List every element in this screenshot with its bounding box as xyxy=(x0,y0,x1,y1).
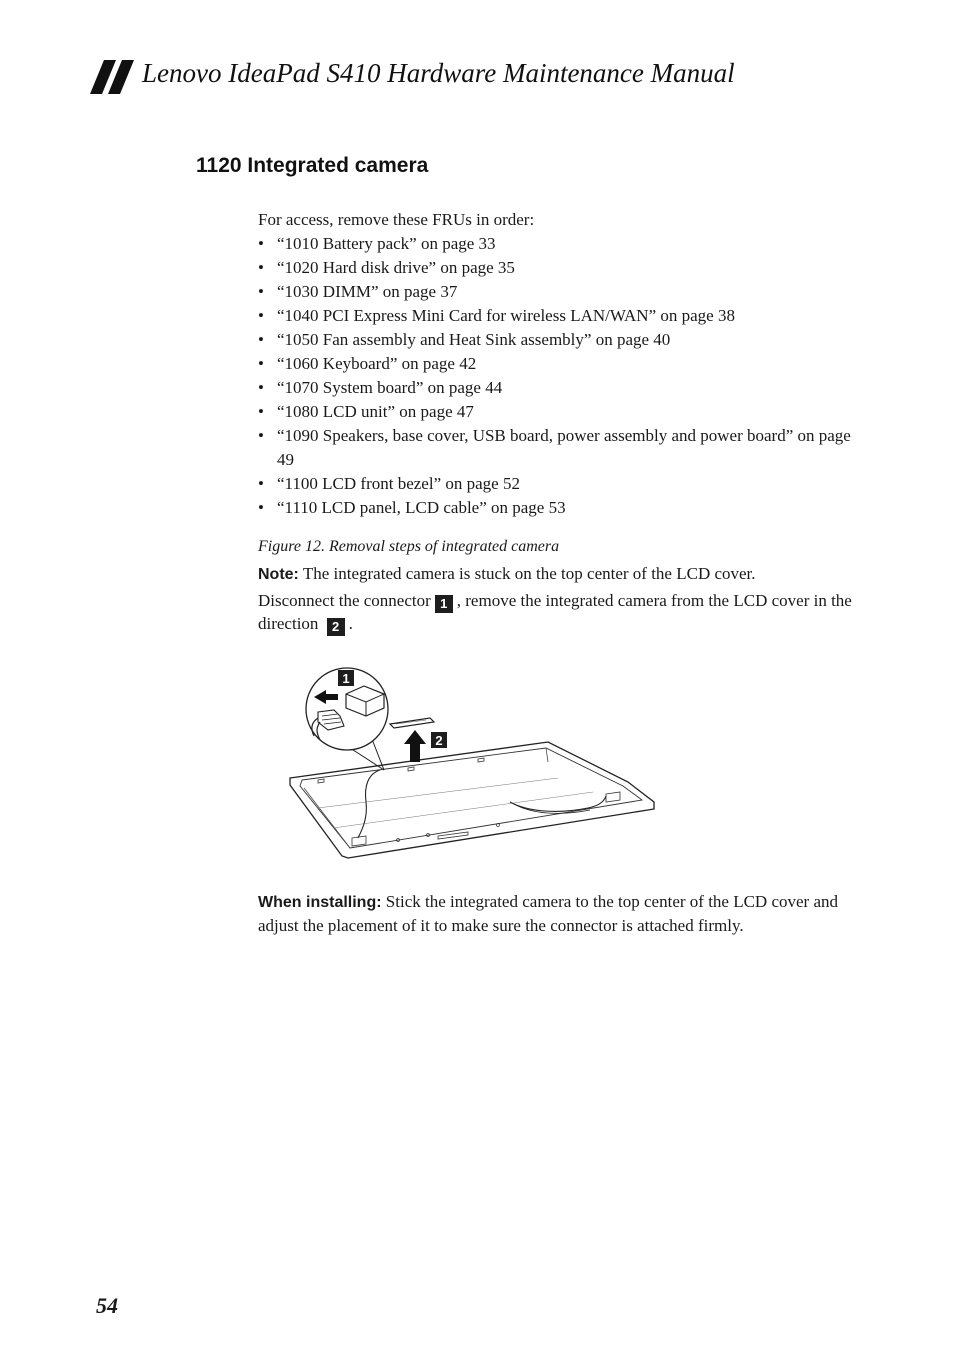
callout-2-badge: 2 xyxy=(327,618,345,636)
section-title: 1120 Integrated camera xyxy=(196,154,429,177)
diagram-callout-1: 1 xyxy=(342,671,350,686)
list-item: • “1100 LCD front bezel” on page 52 xyxy=(258,472,858,496)
camera-module xyxy=(390,718,434,728)
figure-caption: Figure 12. Removal steps of integrated camera xyxy=(258,538,560,555)
removal-instruction xyxy=(258,590,858,636)
double-slash-icon xyxy=(90,60,136,94)
page-number: 54 xyxy=(96,1293,118,1318)
access-intro: For access, remove these FRUs in order: xyxy=(258,210,535,229)
list-item: • “1110 LCD panel, LCD cable” on page 53 xyxy=(258,496,858,520)
list-item: • “1060 Keyboard” on page 42 xyxy=(258,352,858,376)
installing-text: Stick the integrated camera to the top center of the LCD cover and adjust the placement of it to make sure the connector is attached firmly. xyxy=(258,892,839,935)
instruction-part1: Disconnect the connector xyxy=(258,591,431,610)
manual-title: Lenovo IdeaPad S410 Hardware Maintenance Manual xyxy=(142,58,735,88)
fru-list xyxy=(258,232,858,520)
installing-label: When installing: xyxy=(258,894,382,911)
lcd-cover-illustration xyxy=(288,662,660,868)
callout-1-badge: 1 xyxy=(435,595,453,613)
list-item: • “1020 Hard disk drive” on page 35 xyxy=(258,256,858,280)
note-text: The integrated camera is stuck on the top center of the LCD cover. xyxy=(302,564,756,583)
list-item: • “1090 Speakers, base cover, USB board, power assembly and power board” on page 49 xyxy=(258,424,858,472)
diagram-callout-2: 2 xyxy=(435,733,443,748)
note xyxy=(258,562,858,586)
list-item: • “1050 Fan assembly and Heat Sink assembly” on page 40 xyxy=(258,328,858,352)
up-arrow-icon xyxy=(404,730,426,762)
installing-instruction xyxy=(258,890,858,937)
list-item: • “1010 Battery pack” on page 33 xyxy=(258,232,858,256)
instruction-part2: , remove the integrated camera from the LCD cover in the direction xyxy=(258,591,852,633)
note-label: Note: xyxy=(258,566,299,583)
list-item: • “1040 PCI Express Mini Card for wireless LAN/WAN” on page 38 xyxy=(258,304,858,328)
list-item: • “1030 DIMM” on page 37 xyxy=(258,280,858,304)
instruction-part3: . xyxy=(348,614,353,633)
list-item: • “1070 System board” on page 44 xyxy=(258,376,858,400)
main-content xyxy=(258,208,858,636)
camera-removal-diagram xyxy=(288,662,660,868)
list-item: • “1080 LCD unit” on page 47 xyxy=(258,400,858,424)
